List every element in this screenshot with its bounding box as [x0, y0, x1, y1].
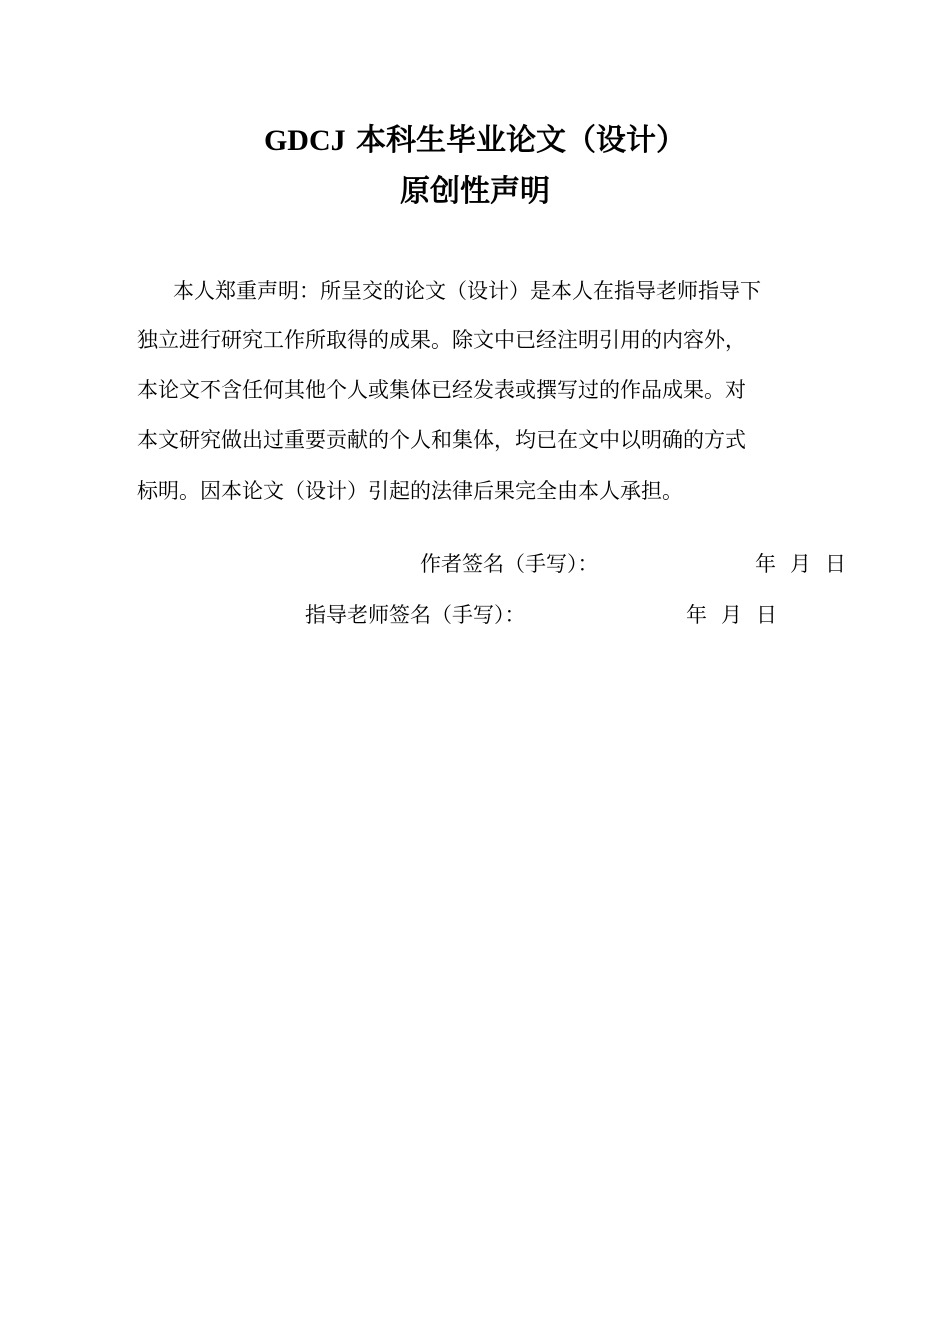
date-month-label: 月: [721, 603, 742, 627]
document-subtitle: 原创性声明: [400, 174, 550, 209]
statement-line-4: 本文研究做出过重要贡献的个人和集体，均已在文中以明确的方式: [137, 428, 746, 452]
date-year-label: 年: [686, 603, 707, 627]
author-signature-date: [755, 554, 846, 575]
statement-line-3: 本论文不含任何其他个人或集体已经发表或撰写过的作品成果。对: [137, 378, 746, 402]
date-month-label: 月: [790, 552, 811, 576]
title-rest: 本科生毕业论文（设计）: [345, 123, 687, 158]
title-latin: GDCJ: [263, 124, 346, 157]
document-title: [0, 123, 950, 158]
advisor-signature-label: 指导老师签名（手写）：: [305, 603, 526, 627]
author-signature-label: 作者签名（手写）：: [420, 552, 599, 576]
date-year-label: 年: [755, 552, 776, 576]
date-day-label: 日: [825, 552, 846, 576]
statement-line-1: 本人郑重声明：所呈交的论文（设计）是本人在指导老师指导下: [173, 279, 761, 303]
advisor-signature-date: [686, 605, 777, 626]
date-day-label: 日: [756, 603, 777, 627]
statement-line-5: 标明。因本论文（设计）引起的法律后果完全由本人承担。: [137, 479, 683, 503]
statement-line-2: 独立进行研究工作所取得的成果。除文中已经注明引用的内容外，: [137, 328, 746, 352]
